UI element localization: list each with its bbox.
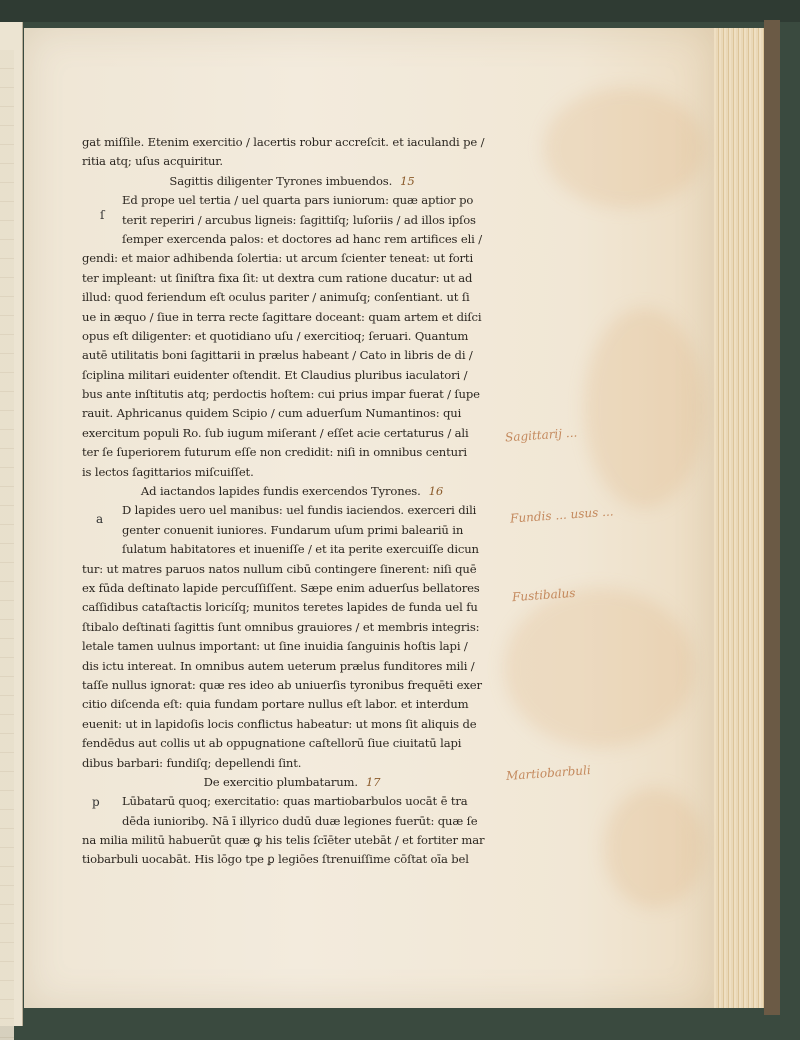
line-text: illud: quod feriendum eſt oculus pariter / animuſq; conſentiant. ut ſi: [82, 290, 470, 305]
line-text: Lūbatarū quoq; exercitatio: quas martiobarbulos uocāt ē tra: [122, 794, 468, 809]
text-line: [82, 463, 502, 482]
line-text: ritia atq; uſus acquiritur.: [82, 154, 223, 169]
text-line: [82, 715, 502, 734]
guide-letter: ſ: [100, 208, 105, 222]
text-line: [82, 560, 502, 579]
printed-text-column: [82, 133, 502, 870]
text-line: [82, 269, 502, 288]
book-edge-shadow: [764, 20, 780, 1015]
line-text: tur: ut matres paruos natos nullum cibū contingere ſinerent: niſi quē: [82, 561, 477, 576]
text-line: [82, 831, 502, 850]
line-text: ter ſe ſuperiorem futurum eſſe non credidit: niſi in omnibus centuri: [82, 445, 467, 460]
text-line: [82, 288, 502, 307]
line-text: fendēdus aut collis ut ab oppugnatione caſtellorū ſiue ciuitatū lapi: [82, 736, 462, 751]
text-line: [82, 598, 502, 617]
line-text: tiobarbuli uocabāt. His lōgo tpe ꝑ legiōes ſtrenuiſſime cōſtat oīa bel: [82, 852, 469, 867]
line-text: caſſidibus cataſtactis loricíſq; munitos teretes lapides de funda uel fu: [82, 600, 478, 615]
text-line: [82, 618, 502, 637]
line-text: Ed prope uel tertia / uel quarta pars iuniorum: quæ aptior po: [122, 193, 474, 208]
marginal-note: Sagittarij ...: [504, 425, 578, 445]
text-line: [82, 424, 502, 443]
line-text: ſtibalo deſtinati ſagittis ſunt omnibus grauiores / et membris integris:: [82, 619, 480, 634]
line-text: ſulatum habitatores et inueniſſe / et ita perite exercuiſſe dicun: [122, 542, 479, 557]
text-line: [82, 812, 502, 831]
text-line: [82, 249, 502, 268]
text-line: [82, 637, 502, 656]
line-text: terit reperiri / arcubus ligneis: ſagittiſq; luſoriis / ad illos ipſos: [122, 212, 476, 227]
text-line: [82, 308, 502, 327]
text-line: [82, 346, 502, 365]
text-line: [82, 734, 502, 753]
line-text: bus ante inſtitutis atq; perdoctis hoſtem: cui prius impar fuerat / ſupe: [82, 387, 480, 402]
chapter-heading: [82, 482, 502, 501]
text-line: [82, 521, 502, 540]
marginal-note: Martiobarbuli: [505, 763, 592, 783]
line-text: D lapides uero uel manibus: uel fundis iaciendos. exerceri dili: [122, 503, 477, 518]
text-line: [82, 366, 502, 385]
line-text: De exercitio plumbatarum.: [203, 774, 358, 789]
line-text: euenit: ut in lapidoſis locis conflictus habeatur: ut mons ſit aliquis de: [82, 716, 477, 731]
line-text: rauit. Aphricanus quidem Scipio / cum aduerſum Numantinos: qui: [82, 406, 462, 421]
guide-letter: a: [96, 512, 104, 526]
line-text: exercitum populi Ro. ſub iugum miſerant / eſſet acie certaturus / ali: [82, 425, 469, 440]
line-text: is lectos ſagittarios miſcuiſſet.: [82, 464, 254, 479]
line-text: dibus barbari: fundiſq; depellendi ſint.: [82, 755, 302, 770]
marginal-note: Fustibalus: [511, 585, 576, 605]
line-text: na milia militū habuerūt quæ ꝙ his telis ſcīēter utebāt / et fortiter mar: [82, 833, 485, 848]
line-text: Sagittis diligenter Tyrones imbuendos.: [169, 173, 393, 188]
text-line: [82, 152, 502, 171]
text-line: [82, 754, 502, 773]
text-line: [82, 501, 502, 520]
top-dark-band: [0, 0, 800, 22]
text-line: [82, 443, 502, 462]
line-text: ue in æquo / ſiue in terra recte ſagittare doceant: quam artem et diſci: [82, 309, 482, 324]
text-line: [82, 404, 502, 423]
line-text: letale tamen uulnus important: ut ſine inuidia ſanguinis hoſtis lapi /: [82, 639, 468, 654]
line-text: ex fūda deſtinato lapide percuſſiſſent. Sæpe enim aduerſus bellatores: [82, 580, 480, 595]
text-line: [82, 133, 502, 152]
line-text: dis ictu intereat. In omnibus autem ueterum prælus funditores mili /: [82, 658, 475, 673]
text-line: [82, 385, 502, 404]
line-text: ter impleant: ut ſiniſtra fixa ſit: ut dextra cum ratione ducatur: ut ad: [82, 270, 473, 285]
line-text: gat miſſile. Etenim exercitio / lacertis robur accreſcit. et iaculandi pe /: [82, 135, 485, 149]
chapter-number: 16: [428, 484, 444, 499]
left-page-fragments: [0, 150, 14, 318]
text-line: [82, 657, 502, 676]
chapter-number: 17: [365, 774, 381, 789]
line-text: gendi: et maior adhibenda ſolertia: ut arcum ſcienter teneat: ut forti: [82, 251, 474, 266]
marginal-note: Fundis ... usus ...: [509, 504, 614, 526]
text-line: [82, 191, 502, 210]
text-line: [82, 327, 502, 346]
text-line: [82, 540, 502, 559]
chapter-heading: [82, 773, 502, 792]
text-line: [82, 850, 502, 869]
text-line: [82, 695, 502, 714]
line-text: Ad iactandos lapides fundis exercendos Tyrones.: [140, 484, 421, 499]
line-text: taſſe nullus ignorat: quæ res ideo ab uniuerſis tyronibus frequēti exer: [82, 677, 482, 692]
guide-letter: p: [92, 795, 100, 809]
text-line: [82, 230, 502, 249]
chapter-heading: [82, 172, 502, 191]
text-line: [82, 211, 502, 230]
chapter-number: 15: [400, 173, 415, 188]
text-line: [82, 792, 502, 811]
line-text: genter conuenit iuniores. Fundarum uſum primi baleariū in: [122, 522, 464, 537]
line-text: opus eſt diligenter: et quotidiano uſu / exercitioq; ſeruari. Quantum: [82, 328, 469, 343]
page-edges: [706, 28, 764, 1008]
line-text: autē utilitatis boni ſagittarii in prælus habeant / Cato in libris de di /: [82, 348, 473, 363]
text-line: [82, 676, 502, 695]
text-line: [82, 579, 502, 598]
line-text: dēda iunioribꝯ. Nā ī illyrico dudū duæ legiones fuerūt: quæ ſe: [122, 813, 478, 828]
line-text: ſemper exercenda palos: et doctores ad hanc rem artifices eli /: [122, 231, 482, 246]
line-text: ſciplina militari euidenter oſtendit. Et Claudius pluribus iaculatori /: [82, 367, 468, 382]
line-text: citio diſcenda eſt: quia fundam portare nullus eſt labor. et interdum: [82, 697, 469, 712]
